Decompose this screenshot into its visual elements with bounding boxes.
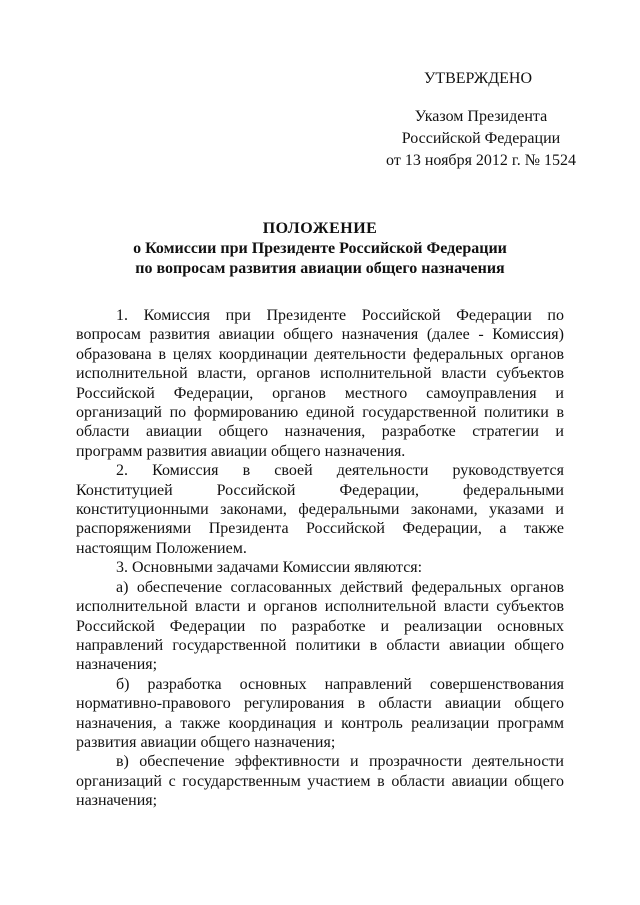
approval-line-2: Российской Федерации — [401, 130, 561, 147]
approval-stamp: УТВЕРЖДЕНО — [424, 70, 533, 87]
title-line-1: о Комиссии при Президенте Российской Федерации — [133, 240, 507, 257]
paragraph-line: программ развития авиации общего назначения. — [76, 442, 406, 460]
paragraph-3 — [76, 558, 564, 577]
paragraph-line: организаций с государственным участием в области авиации общего — [76, 772, 564, 790]
document-title — [76, 219, 564, 279]
paragraph-line: назначения, а также координация и контроль реализации программ — [76, 714, 564, 732]
paragraph-line: исполнительной власти, органов исполнительной власти субъектов — [76, 365, 564, 383]
paragraph-line: в) обеспечение эффективности и прозрачности деятельности — [116, 753, 564, 771]
paragraph-line: 2. Комиссия в своей деятельности руководствуется — [116, 462, 564, 480]
paragraph-line: б) разработка основных направлений совершенствования — [116, 675, 564, 693]
document-body — [76, 306, 564, 811]
paragraph-line: назначения; — [76, 792, 158, 810]
paragraph-line: организаций по формированию единой государственной политики в — [76, 404, 564, 422]
paragraph-2 — [76, 461, 564, 558]
paragraph-1 — [76, 306, 564, 461]
paragraph-3c — [76, 752, 564, 810]
paragraph-3b — [76, 675, 564, 753]
paragraph-line: 3. Основными задачами Комиссии являются: — [116, 559, 423, 577]
paragraph-line: исполнительной власти и органов исполнительной власти субъектов — [76, 598, 564, 616]
paragraph-line: образована в целях координации деятельности федеральных органов — [76, 345, 564, 363]
paragraph-line: 1. Комиссия при Президенте Российской Федерации по — [116, 307, 564, 324]
paragraph-line: направлений государственной политики в области авиации общего — [76, 636, 564, 654]
paragraph-line: Конституцией Российской Федерации, федеральными — [76, 481, 564, 499]
paragraph-line: Российской Федерации по разработке и реализации основных — [76, 617, 564, 635]
paragraph-line: конституционными законами, федеральными законами, указами и — [76, 501, 564, 519]
paragraph-line: назначения; — [76, 656, 158, 674]
approval-line-3: от 13 ноября 2012 г. № 1524 — [386, 152, 576, 169]
paragraph-line: распоряжениями Президента Российской Федерации, а также — [76, 520, 564, 538]
paragraph-line: области авиации общего назначения, разработке стратегии и — [76, 423, 564, 441]
approval-decree — [366, 106, 596, 172]
paragraph-line: вопросам развития авиации общего назначения (далее - Комиссия) — [76, 326, 564, 344]
title-line-2: по вопросам развития авиации общего назначения — [135, 260, 505, 277]
paragraph-3a — [76, 578, 564, 675]
title-heading: ПОЛОЖЕНИЕ — [262, 220, 378, 237]
paragraph-line: развития авиации общего назначения; — [76, 733, 336, 751]
paragraph-line: а) обеспечение согласованных действий федеральных органов — [116, 578, 564, 596]
approval-line-1: Указом Президента — [414, 108, 548, 125]
paragraph-line: нормативно-правового регулирования в области авиации общего — [76, 695, 564, 713]
paragraph-line: Российской Федерации, органов местного самоуправления и — [76, 384, 564, 402]
paragraph-line: настоящим Положением. — [76, 539, 247, 557]
